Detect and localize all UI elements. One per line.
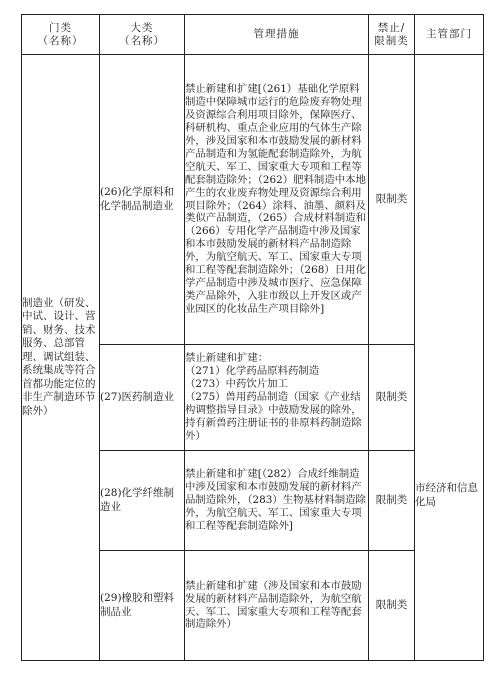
measures-cell: 禁止新建和扩建： （271）化学药品原料药制造 （273）中药饮片加工 （275）兽用药品制造（国家《产业结构调整指导目录》中鼓励发展的除外，持有新兽药注册证书的非原料药制造除外）: [185, 345, 369, 451]
header-row: [22, 15, 484, 55]
header-category-main: 门类 （名称）: [22, 15, 100, 55]
category-main-cell: 制造业（研发、中试、设计、营销、财务、技术服务、总部管理、调试组装、系统集成等符合首都功能定位的非生产制造环节除外）: [22, 55, 100, 661]
category-sub-cell: (26)化学原料和化学制品制造业: [100, 55, 185, 345]
scope-cell: 限制类: [369, 345, 415, 451]
header-department: 主管部门: [415, 15, 484, 55]
measures-cell: 禁止新建和扩建[（282）合成纤维制造中涉及国家和本市鼓励发展的新材料产品制造除外，（283）生物基材料制造除外，为航空航天、军工、国家重大专项和工程等配套制造除外]: [185, 451, 369, 551]
measures-cell: 禁止新建和扩建[（261）基础化学原料制造中保障城市运行的危险废弃物处理及资源综合利用项目除外，保障医疗、科研机构、重点企业应用的气体生产除外，涉及国家和本市鼓励发展的新材料产品制造和为氢能配套制造除外，为航空航天、军工、国家重大专项和工程等配套制造除外；（262）肥料制造中本地产生的农业废弃物处理及资源综合利用项目除外；（264）涂料、油墨、颜料及类似产品制造，（265）合成材料制造和（266）专用化学产品制造中涉及国家和本市鼓励发展的新材料产品制造除外，为航空航天、军工、国家重大专项和工程等配套制造除外；（268）日用化学产品制造中涉及城市医疗、应急保障类产品除外，入驻市级以上开发区或产业园区的化妆品生产项目除外]: [185, 55, 369, 345]
table-row: [22, 55, 484, 345]
department-cell: 市经济和信息化局: [415, 55, 484, 661]
header-measures: 管理措施: [185, 15, 369, 55]
category-sub-cell: (28)化学纤维制造业: [100, 451, 185, 551]
policy-table: [21, 14, 484, 661]
measures-cell: 禁止新建和扩建（涉及国家和本市鼓励发展的新材料产品制造除外，为航空航天、军工、国家重大专项和工程等配套制造除外）: [185, 551, 369, 661]
header-scope: 禁止/ 限制类: [369, 15, 415, 55]
policy-table-page: [21, 14, 483, 660]
category-sub-cell: (27)医药制造业: [100, 345, 185, 451]
scope-cell: 限制类: [369, 451, 415, 551]
scope-cell: 限制类: [369, 55, 415, 345]
header-category-sub: 大类 （名称）: [100, 15, 185, 55]
scope-cell: 限制类: [369, 551, 415, 661]
category-sub-cell: (29)橡胶和塑料制品业: [100, 551, 185, 661]
